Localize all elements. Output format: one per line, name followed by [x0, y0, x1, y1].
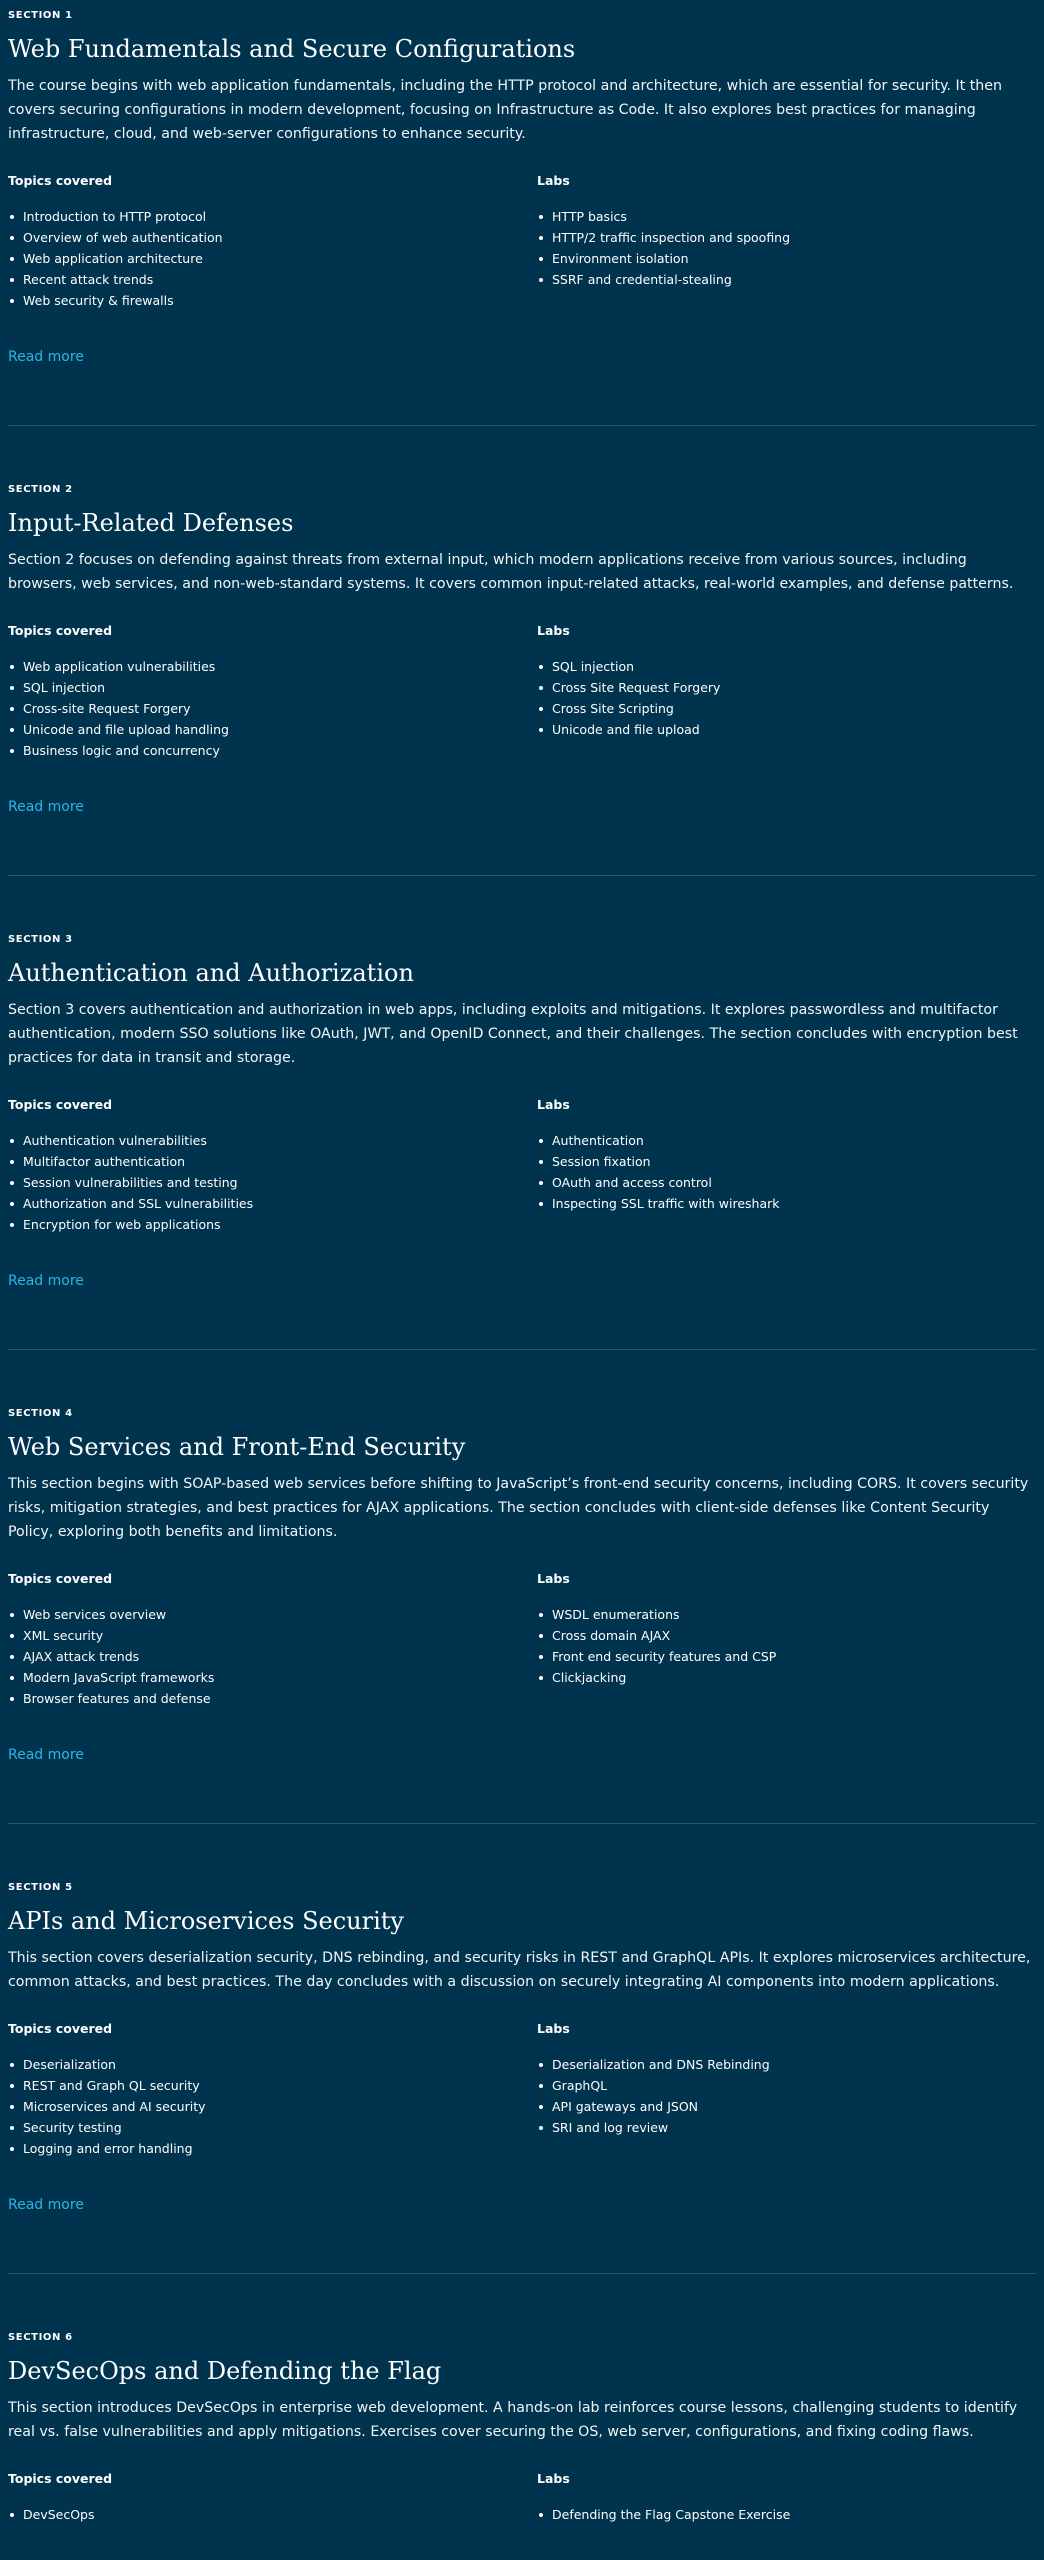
lab-item: Inspecting SSL traffic with wireshark: [537, 1193, 1036, 1214]
section-divider: [8, 1823, 1036, 1824]
topic-item: Encryption for web applications: [8, 1214, 537, 1235]
lab-item: Defending the Flag Capstone Exercise: [537, 2504, 1036, 2525]
section-description: The course begins with web application fundamentals, including the HTTP protocol and architecture, which are essential for security. It then covers securing configurations in modern development, focusing on Infrastructure as Code. It also explores best practices for managing infrastructure, cloud, and web-server configurations to enhance security.: [8, 78, 1003, 142]
course-section: [8, 1882, 1036, 2274]
topics-heading: Topics covered: [8, 2471, 113, 2486]
topics-column: [8, 173, 537, 311]
section-description: Section 2 focuses on defending against threats from external input, which modern applications receive from various sources, including browsers, web services, and non-web-standard systems. It covers common input-related attacks, real-world examples, and defense patterns.: [8, 552, 1014, 592]
labs-list: [537, 206, 1036, 290]
section-title: Web Fundamentals and Secure Configurations: [8, 35, 576, 63]
labs-column: [537, 1097, 1036, 1235]
topic-item: REST and Graph QL security: [8, 2075, 537, 2096]
section-label: SECTION 6: [8, 2332, 73, 2343]
topics-list: [8, 1604, 537, 1709]
topic-item: Authentication vulnerabilities: [8, 1130, 537, 1151]
read-more-link[interactable]: Read more: [8, 2197, 84, 2213]
section-columns: [8, 623, 1036, 761]
lab-item: API gateways and JSON: [537, 2096, 1036, 2117]
topic-item: Web application vulnerabilities: [8, 656, 537, 677]
topics-heading: Topics covered: [8, 1097, 113, 1112]
topics-column: [8, 1571, 537, 1709]
lab-item: Cross domain AJAX: [537, 1625, 1036, 1646]
lab-item: GraphQL: [537, 2075, 1036, 2096]
topic-item: XML security: [8, 1625, 537, 1646]
lab-item: WSDL enumerations: [537, 1604, 1036, 1625]
course-section: [8, 1408, 1036, 1824]
labs-heading: Labs: [537, 1097, 570, 1112]
topic-item: Deserialization: [8, 2054, 537, 2075]
topic-item: Multifactor authentication: [8, 1151, 537, 1172]
labs-heading: Labs: [537, 2471, 570, 2486]
labs-list: [537, 1130, 1036, 1214]
lab-item: Cross Site Request Forgery: [537, 677, 1036, 698]
lab-item: Authentication: [537, 1130, 1036, 1151]
section-columns: [8, 173, 1036, 311]
lab-item: Clickjacking: [537, 1667, 1036, 1688]
topics-column: [8, 1097, 537, 1235]
section-columns: [8, 2471, 1036, 2525]
lab-item: Environment isolation: [537, 248, 1036, 269]
section-label: SECTION 2: [8, 484, 73, 495]
lab-item: Session fixation: [537, 1151, 1036, 1172]
labs-column: [537, 173, 1036, 311]
section-columns: [8, 1097, 1036, 1235]
labs-list: [537, 656, 1036, 740]
topics-list: [8, 656, 537, 761]
topic-item: Cross-site Request Forgery: [8, 698, 537, 719]
topic-item: Business logic and concurrency: [8, 740, 537, 761]
lab-item: Cross Site Scripting: [537, 698, 1036, 719]
topics-heading: Topics covered: [8, 1571, 113, 1586]
topic-item: Session vulnerabilities and testing: [8, 1172, 537, 1193]
section-title: DevSecOps and Defending the Flag: [8, 2357, 442, 2385]
course-section: [8, 2332, 1036, 2525]
section-title: Web Services and Front-End Security: [8, 1433, 466, 1461]
section-description: This section introduces DevSecOps in enterprise web development. A hands-on lab reinforces course lessons, challenging students to identify real vs. false vulnerabilities and apply mitigations. Exercises cover securing the OS, web server, configurations, and fixing coding flaws.: [8, 2400, 1018, 2440]
section-description: Section 3 covers authentication and authorization in web apps, including exploits and mitigations. It explores passwordless and multifactor authentication, modern SSO solutions like OAuth, JWT, and OpenID Connect, and their challenges. The section concludes with encryption best practices for data in transit and storage.: [8, 1002, 1018, 1066]
topics-heading: Topics covered: [8, 623, 113, 638]
topic-item: Modern JavaScript frameworks: [8, 1667, 537, 1688]
labs-column: [537, 2021, 1036, 2159]
section-columns: [8, 1571, 1036, 1709]
section-divider: [8, 2273, 1036, 2274]
topic-item: Browser features and defense: [8, 1688, 537, 1709]
labs-list: [537, 1604, 1036, 1688]
topic-item: SQL injection: [8, 677, 537, 698]
section-divider: [8, 425, 1036, 426]
topics-list: [8, 2504, 537, 2525]
topic-item: Web services overview: [8, 1604, 537, 1625]
topic-item: Introduction to HTTP protocol: [8, 206, 537, 227]
section-label: SECTION 4: [8, 1408, 73, 1419]
labs-list: [537, 2054, 1036, 2138]
section-label: SECTION 5: [8, 1882, 73, 1893]
labs-heading: Labs: [537, 2021, 570, 2036]
topic-item: AJAX attack trends: [8, 1646, 537, 1667]
topic-item: Authorization and SSL vulnerabilities: [8, 1193, 537, 1214]
topic-item: Web security & firewalls: [8, 290, 537, 311]
lab-item: Deserialization and DNS Rebinding: [537, 2054, 1036, 2075]
labs-column: [537, 1571, 1036, 1709]
topic-item: Recent attack trends: [8, 269, 537, 290]
lab-item: HTTP/2 traffic inspection and spoofing: [537, 227, 1036, 248]
section-divider: [8, 875, 1036, 876]
read-more-link[interactable]: Read more: [8, 349, 84, 365]
read-more-link[interactable]: Read more: [8, 1747, 84, 1763]
topic-item: Overview of web authentication: [8, 227, 537, 248]
topics-list: [8, 206, 537, 311]
lab-item: Unicode and file upload: [537, 719, 1036, 740]
read-more-link[interactable]: Read more: [8, 799, 84, 815]
topic-item: Security testing: [8, 2117, 537, 2138]
section-label: SECTION 1: [8, 10, 73, 21]
section-title: Authentication and Authorization: [8, 959, 414, 987]
topics-heading: Topics covered: [8, 2021, 113, 2036]
topics-column: [8, 2471, 537, 2525]
lab-item: OAuth and access control: [537, 1172, 1036, 1193]
topic-item: Logging and error handling: [8, 2138, 537, 2159]
course-section: [8, 484, 1036, 876]
topic-item: Microservices and AI security: [8, 2096, 537, 2117]
lab-item: HTTP basics: [537, 206, 1036, 227]
section-divider: [8, 1349, 1036, 1350]
labs-column: [537, 623, 1036, 761]
labs-list: [537, 2504, 1036, 2525]
topics-list: [8, 1130, 537, 1235]
topic-item: DevSecOps: [8, 2504, 537, 2525]
topics-list: [8, 2054, 537, 2159]
read-more-link[interactable]: Read more: [8, 1273, 84, 1289]
section-title: APIs and Microservices Security: [8, 1907, 404, 1935]
lab-item: Front end security features and CSP: [537, 1646, 1036, 1667]
labs-heading: Labs: [537, 623, 570, 638]
labs-heading: Labs: [537, 173, 570, 188]
section-label: SECTION 3: [8, 934, 73, 945]
course-section: [8, 934, 1036, 1350]
lab-item: SQL injection: [537, 656, 1036, 677]
section-description: This section begins with SOAP-based web services before shifting to JavaScript’s front-end security concerns, including CORS. It covers security risks, mitigation strategies, and best practices for AJAX applications. The section concludes with client-side defenses like Content Security Policy, exploring both benefits and limitations.: [8, 1476, 1029, 1540]
course-section: [8, 0, 1036, 426]
section-description: This section covers deserialization security, DNS rebinding, and security risks in REST and GraphQL APIs. It explores microservices architecture, common attacks, and best practices. The day concludes with a discussion on securely integrating AI components into modern applications.: [8, 1950, 1031, 1990]
topics-column: [8, 2021, 537, 2159]
topic-item: Web application architecture: [8, 248, 537, 269]
topic-item: Unicode and file upload handling: [8, 719, 537, 740]
section-title: Input-Related Defenses: [8, 509, 294, 537]
labs-heading: Labs: [537, 1571, 570, 1586]
section-columns: [8, 2021, 1036, 2159]
lab-item: SRI and log review: [537, 2117, 1036, 2138]
topics-column: [8, 623, 537, 761]
labs-column: [537, 2471, 1036, 2525]
topics-heading: Topics covered: [8, 173, 113, 188]
lab-item: SSRF and credential-stealing: [537, 269, 1036, 290]
